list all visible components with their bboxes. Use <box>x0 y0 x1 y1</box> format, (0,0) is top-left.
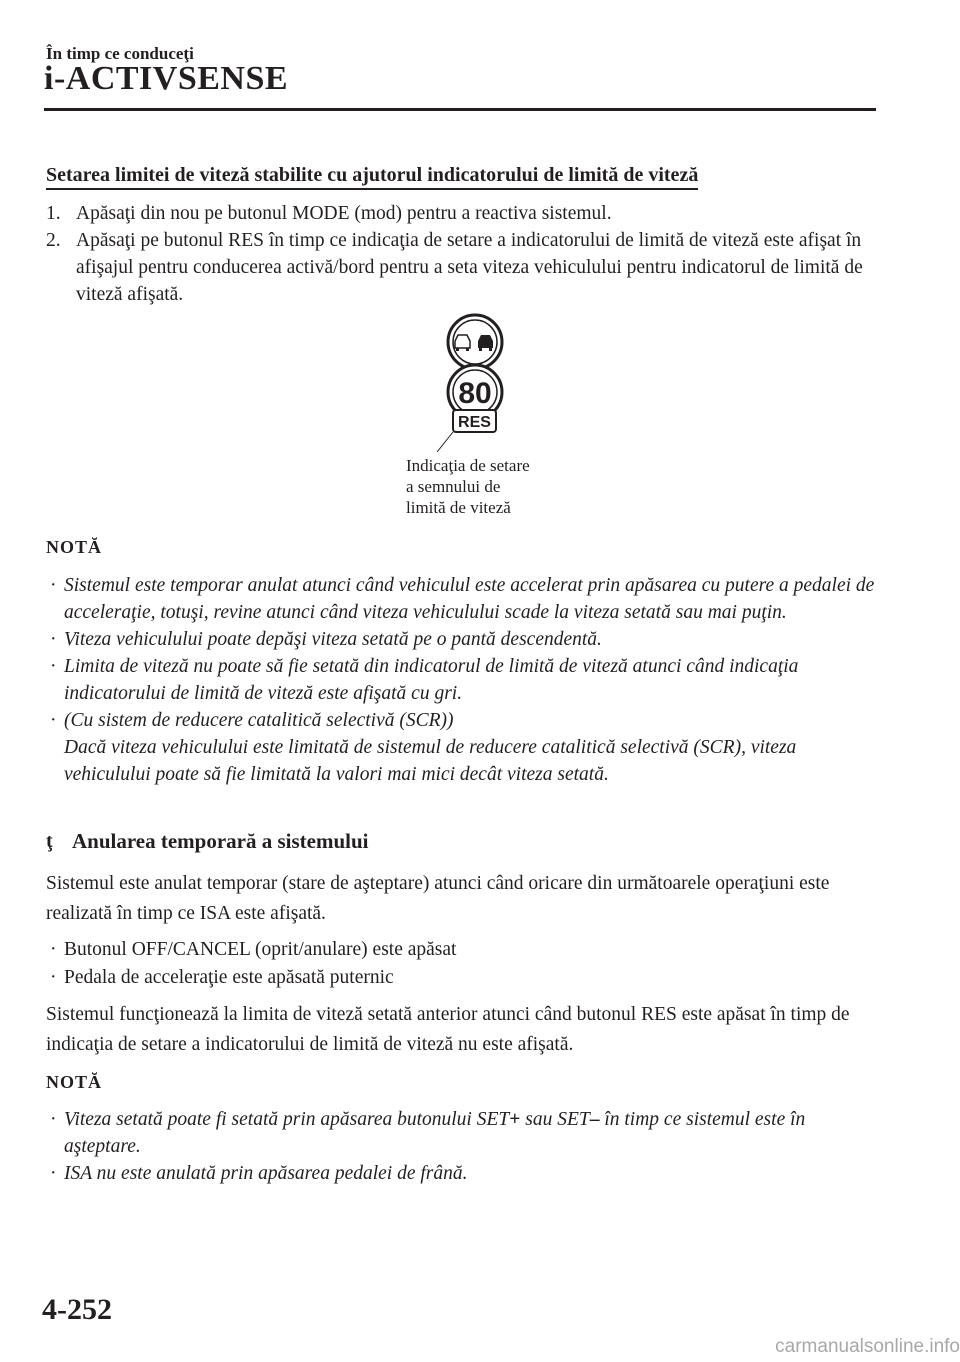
plus-symbol: + <box>509 1109 521 1130</box>
list-item: · Pedala de acceleraţie este apăsată puternic <box>50 967 394 988</box>
paragraph: Sistemul funcţionează la limita de viteză setată anterior atunci când butonul RES este apăsat în timp de indicaţia de setare a indicatorului de limită de viteză nu este afişată. <box>46 1004 850 1055</box>
note-list <box>50 572 880 788</box>
note-title: NOTĂ <box>46 1072 103 1092</box>
chapter-title: În timp ce conduceţi <box>46 44 194 63</box>
topic-heading: Setarea limitei de viteză stabilite cu ajutorul indicatorului de limită de viteză <box>46 164 698 190</box>
subsection-title: Anularea temporară a sistemului <box>72 829 369 853</box>
speed-value: 80 <box>458 377 492 410</box>
condition-list <box>50 936 880 992</box>
minus-symbol: – <box>589 1109 600 1130</box>
res-label: RES <box>458 414 491 431</box>
step-1 <box>46 200 886 227</box>
speed-limit-sign-icon <box>448 365 502 432</box>
figure-caption: Indicaţia de setare a semnului de limită de viteză <box>406 456 530 517</box>
step-number: 1. <box>46 203 61 224</box>
list-item: · Butonul OFF/CANCEL (oprit/anulare) este apăsat <box>50 939 457 960</box>
figure-svg <box>436 312 576 452</box>
note-item: · Sistemul este temporar anulat atunci când vehiculul este accelerat prin apăsarea cu putere a pedalei de acceleraţie, totuşi, revine atunci când viteza vehiculului scade la viteza setată sau mai puţin. <box>50 575 875 623</box>
note-item: · Viteza setată poate fi setată prin apăsarea butonului SET+ sau SET– în timp ce sistemul este în aşteptare. <box>50 1109 806 1157</box>
note-item: · Limita de viteză nu poate să fie setată din indicatorul de limită de viteză atunci când indicaţia indicatorului de limită de viteză este afişată cu gri. <box>50 656 799 704</box>
section-marker-icon: ţ <box>46 830 53 852</box>
note-item: · (Cu sistem de reducere catalitică selectivă (SCR)) Dacă viteza vehiculului este limitată de sistemul de reducere catalitică selectivă (SCR), viteza vehiculului poate să fie limitată la valori mai mici decât viteza setată. <box>50 710 797 785</box>
note-item: · Viteza vehiculului poate depăşi viteza setată pe o pantă descendentă. <box>50 629 602 650</box>
caption-leader-line <box>437 432 453 452</box>
step-number: 2. <box>46 230 61 251</box>
step-text: Apăsaţi din nou pe butonul MODE (mod) pentru a reactiva sistemul. <box>76 203 612 224</box>
step-text: Apăsaţi pe butonul RES în timp ce indicaţia de setare a indicatorului de limită de viteză este afişat în afişajul pentru conducerea activă/bord pentru a seta viteza vehiculului pentru indicatorul de limită de viteză afişată. <box>76 230 863 305</box>
note-title: NOTĂ <box>46 537 103 557</box>
step-2 <box>46 227 886 308</box>
watermark: carmanualsonline.info <box>775 1336 960 1357</box>
page-number: 4-252 <box>42 1293 112 1326</box>
header-rule <box>44 108 876 111</box>
note-list <box>50 1106 880 1187</box>
subsection-heading <box>46 829 369 854</box>
note-item: · ISA nu este anulată prin apăsarea pedalei de frână. <box>50 1163 468 1184</box>
section-title: i-ACTIVSENSE <box>44 60 289 97</box>
steps-list <box>46 200 886 308</box>
paragraph: Sistemul este anulat temporar (stare de aşteptare) atunci când oricare din următoarele operaţiuni este realizată în timp ce ISA este afişată. <box>46 873 830 924</box>
two-cars-icon <box>448 315 502 369</box>
